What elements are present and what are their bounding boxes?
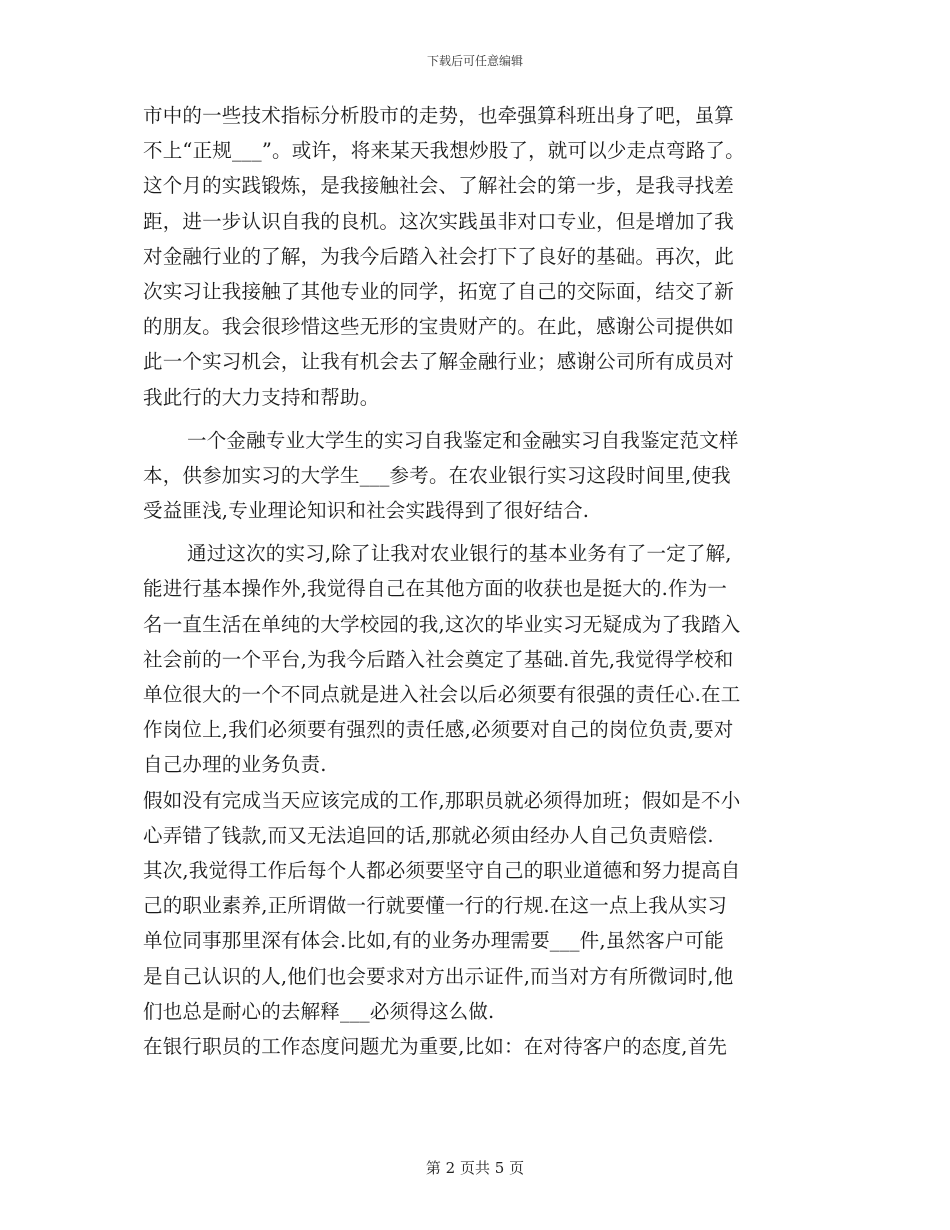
text-line: 的朋友。我会很珍惜这些无形的宝贵财产的。在此，感谢公司提供如 (143, 315, 735, 339)
text-line: 距，进一步认识自我的良机。这次实践虽非对口专业，但是增加了我 (143, 209, 735, 233)
paragraph (143, 98, 833, 415)
text-line: 社会前的一个平台,为我今后踏入社会奠定了基础.首先,我觉得学校和 (143, 647, 734, 671)
text-line: 次实习让我接触了其他专业的同学，拓宽了自己的交际面，结交了新 (143, 279, 735, 303)
text-line: 单位同事那里深有体会.比如,有的业务办理需要___件,虽然客户可能 (143, 929, 724, 953)
text-line: 这个月的实践锻炼，是我接触社会、了解社会的第一步，是我寻找差 (143, 174, 735, 198)
text-line: 市中的一些技术指标分析股市的走势，也牵强算科班出身了吧，虽算 (143, 104, 735, 127)
text-line: 们也总是耐心的去解释___必须得这么做. (143, 999, 495, 1023)
text-line: 受益匪浅,专业理论知识和社会实践得到了很好结合. (143, 499, 590, 523)
text-line: 心弄错了钱款,而又无法追回的话,那就必须由经办人自己负责赔偿. (143, 823, 714, 847)
text-line: 我此行的大力支持和帮助。 (143, 385, 380, 409)
text-line: 作岗位上,我们必须要有强烈的责任感,必须要对自己的岗位负责,要对 (143, 718, 734, 742)
text-line: 一个金融专业大学生的实习自我鉴定和金融实习自我鉴定范文样 (187, 428, 739, 452)
text-line: 能进行基本操作外,我觉得自己在其他方面的收获也是挺大的.作为一 (143, 577, 728, 601)
text-line: 在银行职员的工作态度问题尤为重要,比如：在对待客户的态度,首先 (143, 1034, 728, 1058)
text-line: 是自己认识的人,他们也会要求对方出示证件,而当对方有所微词时,他 (143, 964, 734, 988)
text-line: 其次,我觉得工作后每个人都必须要坚守自己的职业道德和努力提高自 (143, 858, 741, 882)
page-header: 下载后可任意编辑 (426, 54, 523, 68)
paragraph (143, 423, 833, 529)
document-body (143, 98, 833, 1064)
text-line: 本，供参加实习的大学生___参考。在农业银行实习这段时间里,使我 (143, 463, 731, 487)
paragraph (143, 783, 833, 1065)
text-line: 不上“正规___”。或许，将来某天我想炒股了，就可以少走点弯路了。 (143, 139, 745, 163)
text-line: 自己办理的业务负责. (143, 753, 327, 777)
text-line: 单位很大的一个不同点就是进入社会以后必须要有很强的责任心.在工 (143, 683, 741, 706)
paragraph (143, 536, 833, 782)
page-number: 第 2 页共 5 页 (425, 1159, 525, 1177)
text-line: 假如没有完成当天应该完成的工作,那职员就必须得加班；假如是不小 (143, 788, 741, 812)
text-line: 对金融行业的了解，为我今后踏入社会打下了良好的基础。再次，此 (143, 244, 735, 268)
text-line: 己的职业素养,正所谓做一行就要懂一行的行规.在这一点上我从实习 (143, 894, 728, 918)
text-line: 通过这次的实习,除了让我对农业银行的基本业务有了一定了解, (187, 542, 732, 566)
text-line: 名一直生活在单纯的大学校园的我,这次的毕业实习无疑成为了我踏入 (143, 612, 741, 636)
text-line: 此一个实习机会，让我有机会去了解金融行业；感谢公司所有成员对 (143, 350, 735, 374)
